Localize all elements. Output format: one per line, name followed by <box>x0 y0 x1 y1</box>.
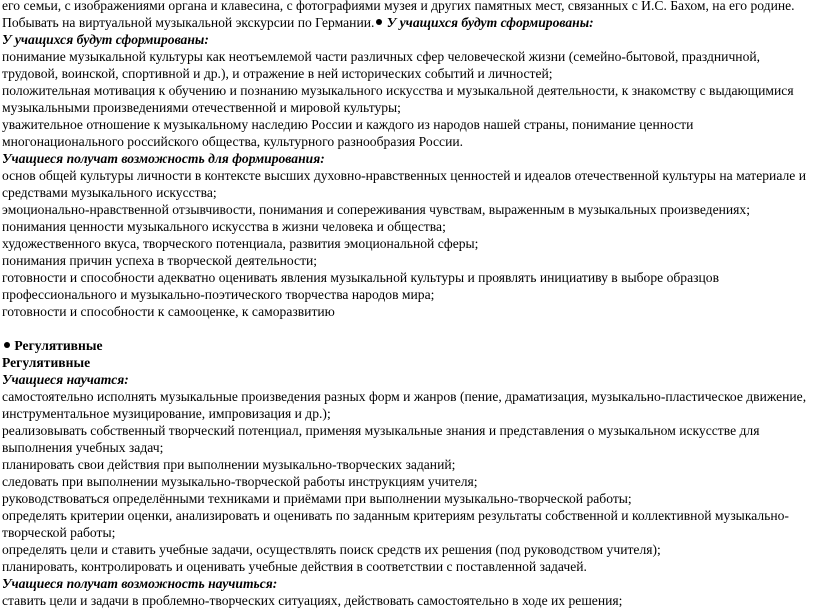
personal-item: положительная мотивация к обучению и познанию музыкального искусства и музыкальной деятельности, к знакомству с выдающимися музыкальными произведениями отечественной и мировой культуры; <box>2 83 794 115</box>
regulative-learn-item: реализовывать собственный творческий потенциал, применяя музыкальные знания и представления о музыкальном искусстве для выполнения учебных задач; <box>2 423 760 455</box>
regulative-learn-item: руководствоваться определёнными техниками и приёмами при выполнении музыкально-творческой работы; <box>2 491 632 506</box>
intro-inline-heading: У учащихся будут сформированы: <box>386 15 594 30</box>
personal-opportunity-item: эмоционально-нравственной отзывчивости, понимания и сопереживания чувствам, выраженным в музыкальных произведениях; <box>2 202 750 217</box>
regulative-heading: Регулятивные <box>2 355 91 370</box>
regulative-learn-item: самостоятельно исполнять музыкальные произведения разных форм и жанров (пение, драматизация, музыкально-пластическое движение, инструментальное музицирование, импровизация и др.); <box>2 389 807 421</box>
regulative-learn-heading: Учащиеся научатся: <box>2 372 129 387</box>
intro-text: его семьи, с изображениями органа и клавесина, с фотографиями музея и других памятных мест, связанных с И.С. Бахом, на его родине. Побывать на виртуальной музыкальной экскурсии по Германии. <box>2 0 795 30</box>
personal-opportunity-item: готовности и способности к самооценке, к саморазвитию <box>2 304 335 319</box>
regulative-bullet-heading <box>2 337 812 354</box>
personal-opportunity-item: художественного вкуса, творческого потенциала, развития эмоциональной сферы; <box>2 236 479 251</box>
regulative-opportunity-heading: Учащиеся получат возможность научиться: <box>2 576 278 591</box>
regulative-learn-item: планировать, контролировать и оценивать учебные действия в соответствии с поставленной задачей. <box>2 559 587 574</box>
paragraph-gap <box>2 320 812 337</box>
personal-opportunity-item: готовности и способности адекватно оценивать явления музыкальной культуры и проявлять инициативу в выборе образцов профессионального и музыкально-поэтического творчества народов мира; <box>2 270 719 302</box>
personal-item: уважительное отношение к музыкальному наследию России и каждого из народов нашей страны, понимание ценности многонационального российского общества, культурного разнообразия России. <box>2 117 694 149</box>
regulative-opportunity-item: ставить цели и задачи в проблемно-творческих ситуациях, действовать самостоятельно в ходе их решения; <box>2 593 623 608</box>
regulative-learn-item: планировать свои действия при выполнении музыкально-творческих заданий; <box>2 457 456 472</box>
regulative-bullet-heading-text: Регулятивные <box>14 338 103 353</box>
intro-paragraph <box>2 0 812 31</box>
personal-heading: У учащихся будут сформированы: <box>2 32 209 47</box>
personal-opportunity-item: основ общей культуры личности в контексте высших духовно-нравственных ценностей и идеалов отечественной культуры на материале и средствами музыкального искусства; <box>2 168 806 200</box>
bullet-icon <box>376 19 382 25</box>
personal-item: понимание музыкальной культуры как неотъемлемой части различных сфер человеческой жизни (семейно-бытовой, праздничной, трудовой, воинской, спортивной и др.), и отражение в ней исторических событий и личностей; <box>2 49 761 81</box>
regulative-learn-item: следовать при выполнении музыкально-творческой работы инструкциям учителя; <box>2 474 478 489</box>
personal-opportunity-item: понимания ценности музыкального искусства в жизни человека и общества; <box>2 219 446 234</box>
personal-opportunity-item: понимания причин успеха в творческой деятельности; <box>2 253 318 268</box>
personal-opportunity-heading: Учащиеся получат возможность для формирования: <box>2 151 325 166</box>
regulative-learn-item: определять цели и ставить учебные задачи, осуществлять поиск средств их решения (под руководством учителя); <box>2 542 661 557</box>
bullet-icon <box>4 342 10 348</box>
regulative-learn-item: определять критерии оценки, анализировать и оценивать по заданным критериям результаты собственной и коллективной музыкально-творческой работы; <box>2 508 789 540</box>
